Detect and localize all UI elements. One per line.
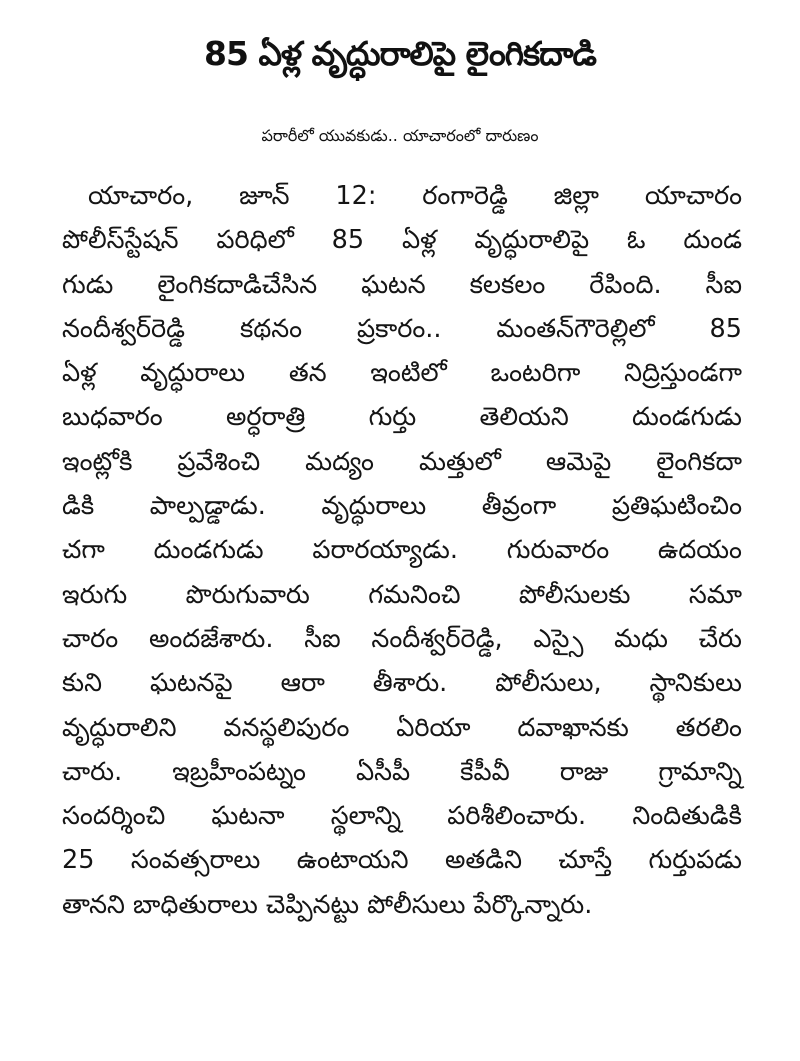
- article-body-line: సందర్శించి ఘటనా స్థలాన్ని పరిశీలించారు. నిందితుడికి: [62, 801, 742, 832]
- headline: 85 ఏళ్ల వృద్ధురాలిపై లైంగికదాడి: [204, 34, 596, 73]
- subheadline: పరారీలో యువకుడు.. యాచారంలో దారుణం: [261, 126, 539, 145]
- article-body-line: ఇంట్లోకి ప్రవేశించి మద్యం మత్తులో ఆమెపై లైంగికదా: [62, 446, 742, 477]
- article-body-line: ఇరుగు పొరుగువారు గమనించి పోలీసులకు సమా: [62, 579, 742, 610]
- article-body-line: చారం అందజేశారు. సీఐ నందీశ్వర్‌రెడ్డి, ఎస్సై మధు చేరు: [62, 623, 742, 654]
- article-body-line: చారు. ఇబ్రహీంపట్నం ఏసీపీ కేపీవీ రాజు గ్రామాన్ని: [62, 756, 742, 787]
- article-body-line: నందీశ్వర్‌రెడ్డి కథనం ప్రకారం.. మంతన్‌గౌరెల్లిలో 85: [62, 313, 742, 344]
- article-body-line: 25 సంవత్సరాలు ఉంటాయని అతడిని చూస్తే గుర్తుపడు: [62, 845, 742, 876]
- article-body-line: డికి పాల్పడ్డాడు. వృద్ధురాలు తీవ్రంగా ప్రతిఘటించిం: [62, 491, 742, 522]
- article-body-line: యాచారం, జూన్ 12: రంగారెడ్డి జిల్లా యాచారం: [88, 181, 742, 211]
- article-body-line: గుడు లైంగికదాడిచేసిన ఘటన కలకలం రేపింది. సీఐ: [62, 269, 742, 300]
- article-body-line: ఏళ్ల వృద్ధురాలు తన ఇంటిలో ఒంటరిగా నిద్రిస్తుండగా: [62, 358, 742, 389]
- article-body-line: బుధవారం అర్ధరాత్రి గుర్తు తెలియని దుండగుడు: [62, 402, 742, 433]
- article-body-line: తానని బాధితురాలు చెప్పినట్టు పోలీసులు పేర్కొన్నారు.: [62, 889, 593, 920]
- article-body: [62, 174, 742, 927]
- article-body-line: పోలీస్‌స్టేషన్ పరిధిలో 85 ఏళ్ల వృద్ధురాలిపై ఓ దుండ: [62, 225, 742, 256]
- article-body-line: కుని ఘటనపై ఆరా తీశారు. పోలీసులు, స్థానికులు: [62, 668, 742, 699]
- article-body-line: వృద్ధురాలిని వనస్థలిపురం ఏరియా దవాఖానకు తరలిం: [62, 712, 742, 743]
- article-body-line: చగా దుండగుడు పరారయ్యాడు. గురువారం ఉదయం: [62, 535, 742, 566]
